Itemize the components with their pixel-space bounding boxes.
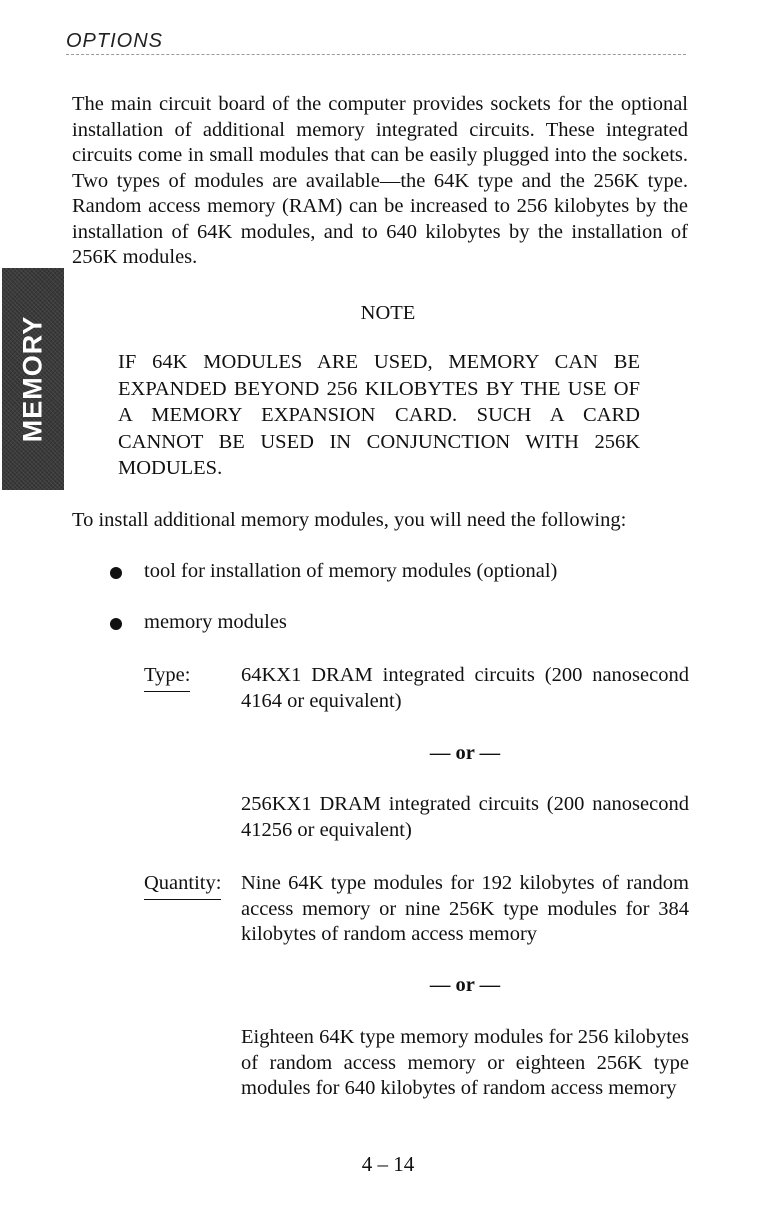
quantity-option-2: Eighteen 64K type memory modules for 256 kilobytes of random access memory or eighteen 256K type modules for 640 kilobytes of random access memory — [241, 1026, 689, 1099]
type-option-1: 64KX1 DRAM integrated circuits (200 nanosecond 4164 or equivalent) — [241, 664, 689, 712]
quantity-option-1: Nine 64K type modules for 192 kilobytes of random access memory or nine 256K type modules for 384 kilobytes of random access memory — [241, 872, 689, 945]
intro-paragraph: The main circuit board of the computer provides sockets for the optional installation of additional memory integrated circuits. These integrated circuits come in small modules that can be easily plugged into the sockets. Two types of modules are available—the 64K type and the 256K type. Random access memory (RAM) can be increased to 256 kilobytes by the installation of 64K modules, and to 640 kilobytes by the installation of 256K modules. — [72, 93, 688, 268]
section-title: OPTIONS — [66, 30, 164, 52]
bullet-dot-icon — [110, 618, 122, 630]
type-label: Type: — [144, 663, 190, 692]
list-item: tool for installation of memory modules (optional) — [144, 560, 558, 582]
page-number: 4 – 14 — [361, 1152, 415, 1176]
or-separator: — or — — [429, 742, 501, 764]
header-rule — [66, 54, 686, 55]
type-option-2: 256KX1 DRAM integrated circuits (200 nanosecond 41256 or equivalent) — [241, 793, 689, 841]
list-item: memory modules — [144, 611, 287, 633]
side-tab-label: MEMORY — [17, 315, 48, 443]
or-separator: — or — — [429, 974, 501, 996]
quantity-label: Quantity: — [144, 871, 221, 900]
note-heading: NOTE — [360, 302, 416, 324]
note-body: IF 64K MODULES ARE USED, MEMORY CAN BE EXPANDED BEYOND 256 KILOBYTES BY THE USE OF A MEMORY EXPANSION CARD. SUCH A CARD CANNOT BE USED IN CONJUNCTION WITH 256K MODULES. — [118, 351, 640, 479]
bullet-dot-icon — [110, 567, 122, 579]
page-header — [66, 30, 686, 56]
requirements-intro: To install additional memory modules, you will need the following: — [72, 509, 627, 531]
